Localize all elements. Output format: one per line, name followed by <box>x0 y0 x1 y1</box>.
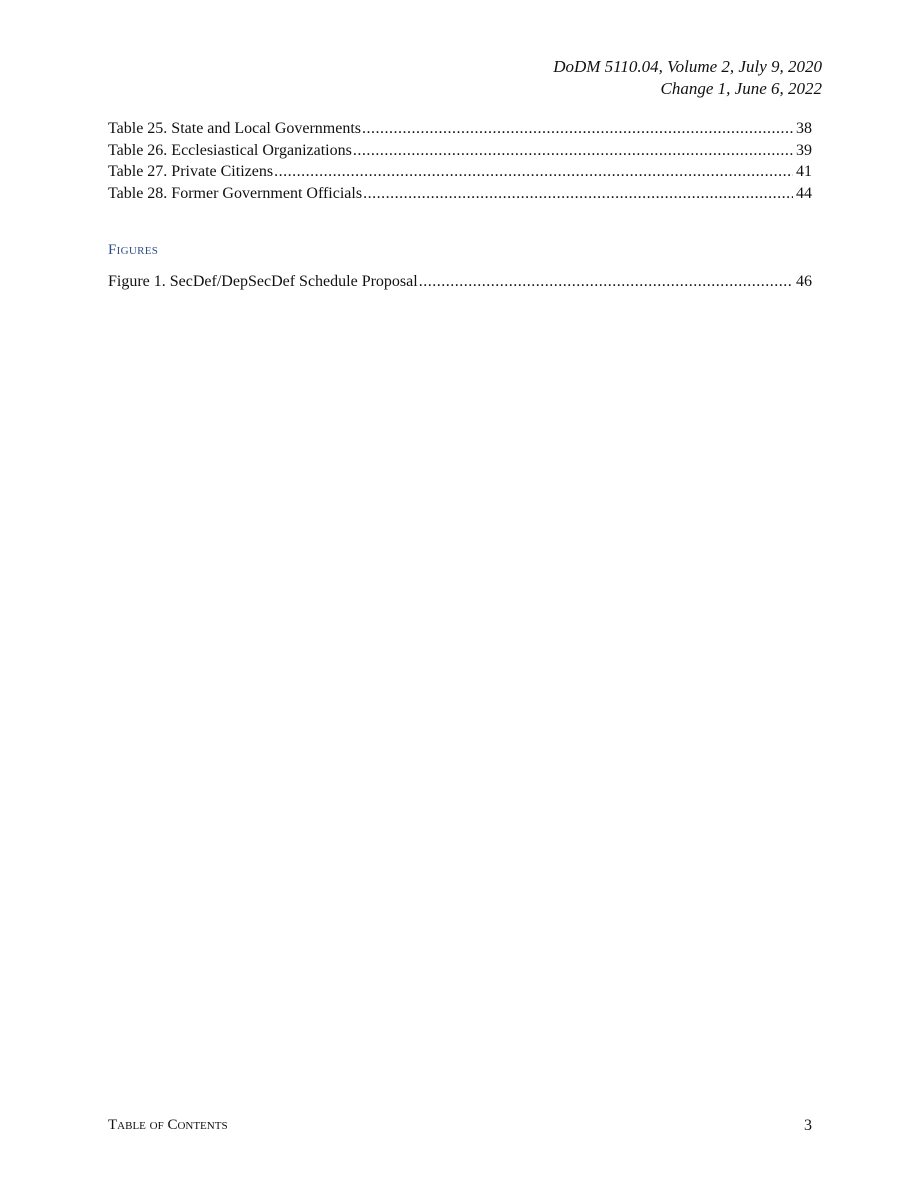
dot-leader <box>419 271 793 293</box>
footer-page-number: 3 <box>804 1117 812 1134</box>
toc-entry-page: 41 <box>796 163 812 180</box>
toc-entry-page: 46 <box>796 273 812 290</box>
tables-list <box>108 118 812 204</box>
dot-leader <box>362 118 793 140</box>
toc-entry-page: 39 <box>796 141 812 159</box>
header-document-id: DoDM 5110.04, Volume 2, July 9, 2020 <box>553 57 822 76</box>
toc-entry-table-28[interactable] <box>108 183 812 205</box>
toc-entry-table-26[interactable] <box>108 140 812 162</box>
toc-entry-label: Table 28. Former Government Officials <box>108 184 363 202</box>
toc-entry-label: Table 27. Private Citizens <box>108 163 274 180</box>
figures-list <box>108 271 812 293</box>
dot-leader <box>363 183 793 205</box>
toc-entry-table-27[interactable] <box>108 161 812 183</box>
figures-heading: Figures <box>108 242 159 258</box>
toc-entry-page: 38 <box>796 120 812 137</box>
toc-entry-page: 44 <box>796 184 812 202</box>
header-change-note: Change 1, June 6, 2022 <box>660 79 822 98</box>
toc-entry-label: Figure 1. SecDef/DepSecDef Schedule Proposal <box>108 273 418 290</box>
dot-leader <box>274 161 793 183</box>
dot-leader <box>353 140 793 162</box>
toc-entry-figure-1[interactable] <box>108 271 812 293</box>
toc-entry-label: Table 26. Ecclesiastical Organizations <box>108 141 352 159</box>
footer-section-title: Table of Contents <box>108 1117 228 1133</box>
toc-entry-label: Table 25. State and Local Governments <box>108 120 362 137</box>
running-header <box>553 56 822 100</box>
toc-entry-table-25[interactable] <box>108 118 812 140</box>
